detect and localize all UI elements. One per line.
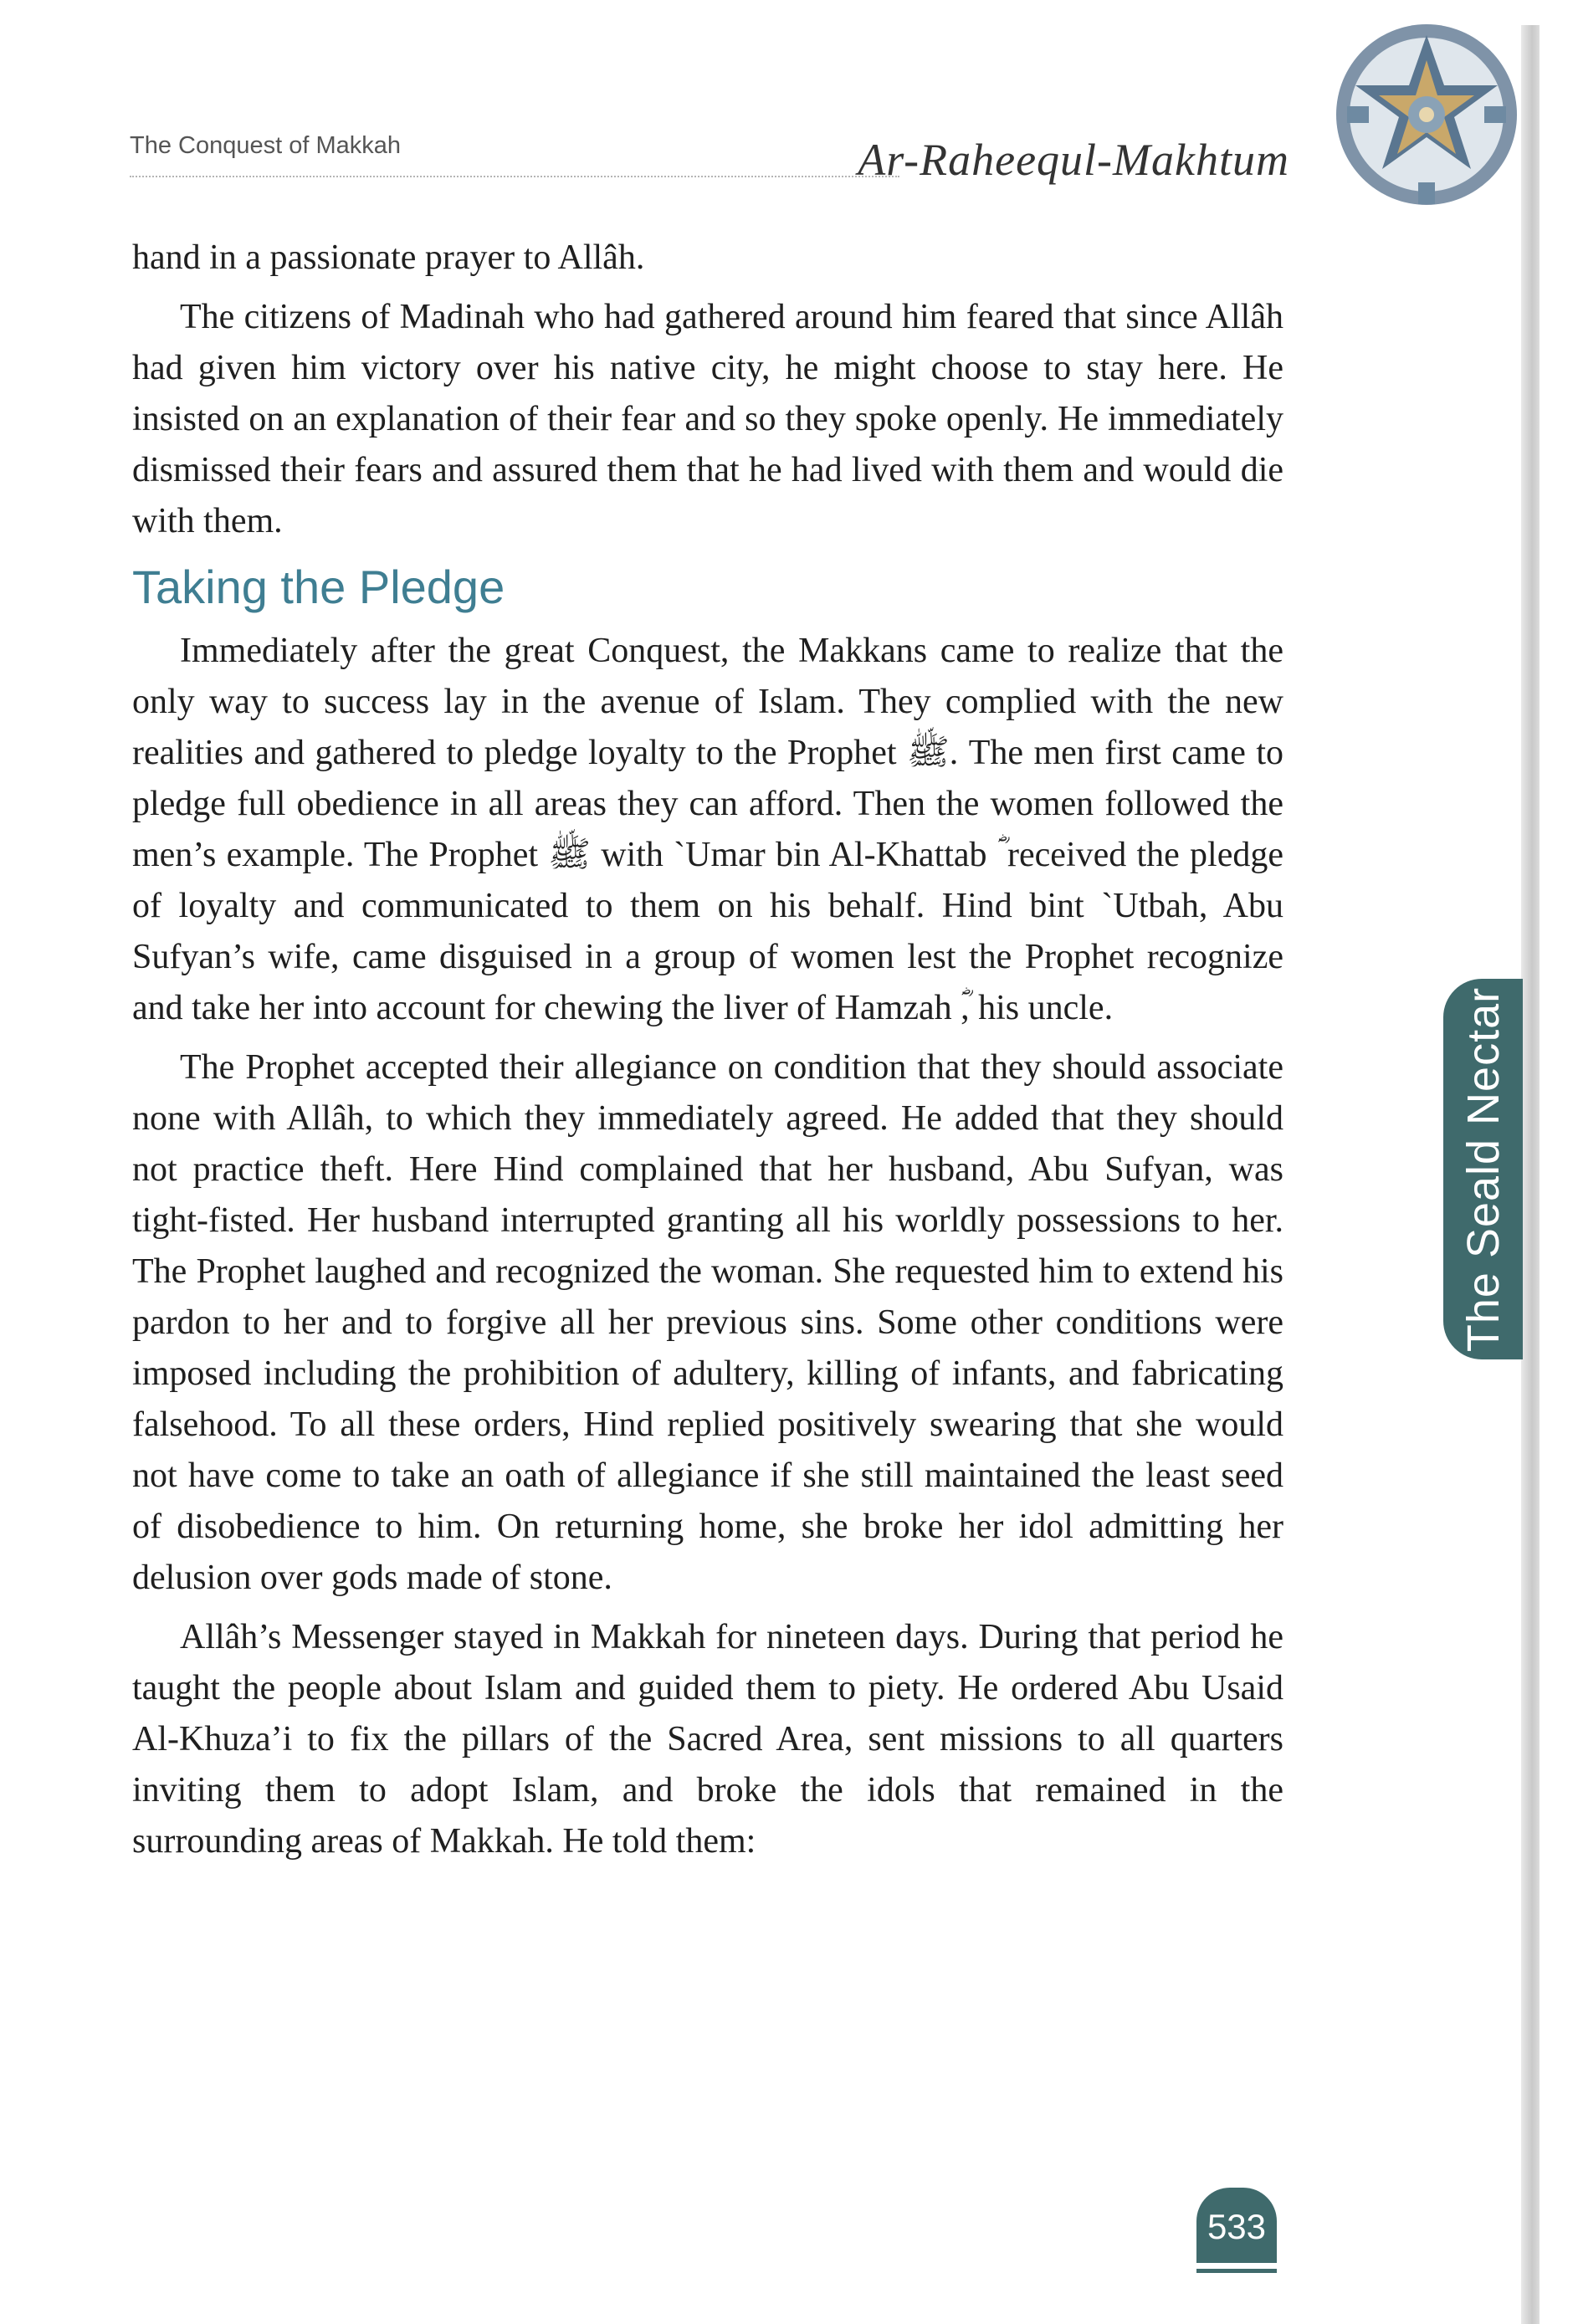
- page-number-underline: [1196, 2269, 1277, 2273]
- paragraph-3: Immediately after the great Conquest, the Makkans came to realize that the only way to success lay in the avenue of Islam. They complied with the new realities and gathered to pledge loyalty to the Prophet ﷺ. The men first came to pledge full obedience in all areas they can afford. Then the women followed the men’s example. The Prophet ﷺ with `Umar bin Al-Khattab ؓ received the pledge of loyalty and communicated to them on his behalf. Hind bint `Utbah, Abu Sufyan’s wife, came disguised in a group of women lest the Prophet recognize and take her into account for chewing the liver of Hamzah ؓ, his uncle.: [132, 632, 1283, 1027]
- geometric-rosette-ornament-icon: [1330, 18, 1523, 211]
- side-tab-label: The Seald Nectar: [1458, 986, 1509, 1352]
- page-number: 533: [1196, 2188, 1277, 2263]
- paragraph-1: hand in a passionate prayer to Allâh.: [132, 238, 645, 277]
- paragraph-5: Allâh’s Messenger stayed in Makkah for nineteen days. During that period he taught the people about Islam and guided them to piety. He ordered Abu Usaid Al-Khuza’i to fix the pillars of the Sacred Area, sent missions to all quarters inviting them to adopt Islam, and broke the idols that remained in the surrounding areas of Makkah. He told them:: [132, 1618, 1283, 1861]
- paragraph-2: The citizens of Madinah who had gathered around him feared that since Allâh had given him victory over his native city, he might choose to stay here. He insisted on an explanation of their fear and so they spoke openly. He immediately dismissed their fears and assured them that he had lived with them and would die with them.: [132, 298, 1283, 540]
- main-content: [132, 233, 1283, 1876]
- page-edge-shadow: [1521, 25, 1540, 2324]
- running-header-book-title: Ar-Raheequl-Makhtum: [858, 135, 1289, 185]
- paragraph-4: The Prophet accepted their allegiance on condition that they should associate none with Allâh, to which they immediately agreed. He added that they should not practice theft. Here Hind complained that her husband, Abu Sufyan, was tight-fisted. Her husband interrupted granting all his worldly possessions to her. The Prophet laughed and recognized the woman. She requested him to extend his pardon to her and to forgive all her previous sins. Some other conditions were imposed including the prohibition of adultery, killing of infants, and fabricating falsehood. To all these orders, Hind replied positively swearing that she would not have come to take an oath of allegiance if she still maintained the least seed of disobedience to him. On returning home, she broke her idol admitting her delusion over gods made of stone.: [132, 1048, 1283, 1597]
- section-heading: Taking the Pledge: [132, 561, 505, 613]
- side-tab: [1443, 979, 1523, 1359]
- running-header-chapter: The Conquest of Makkah: [130, 132, 402, 159]
- header-dotted-rule: [130, 176, 899, 177]
